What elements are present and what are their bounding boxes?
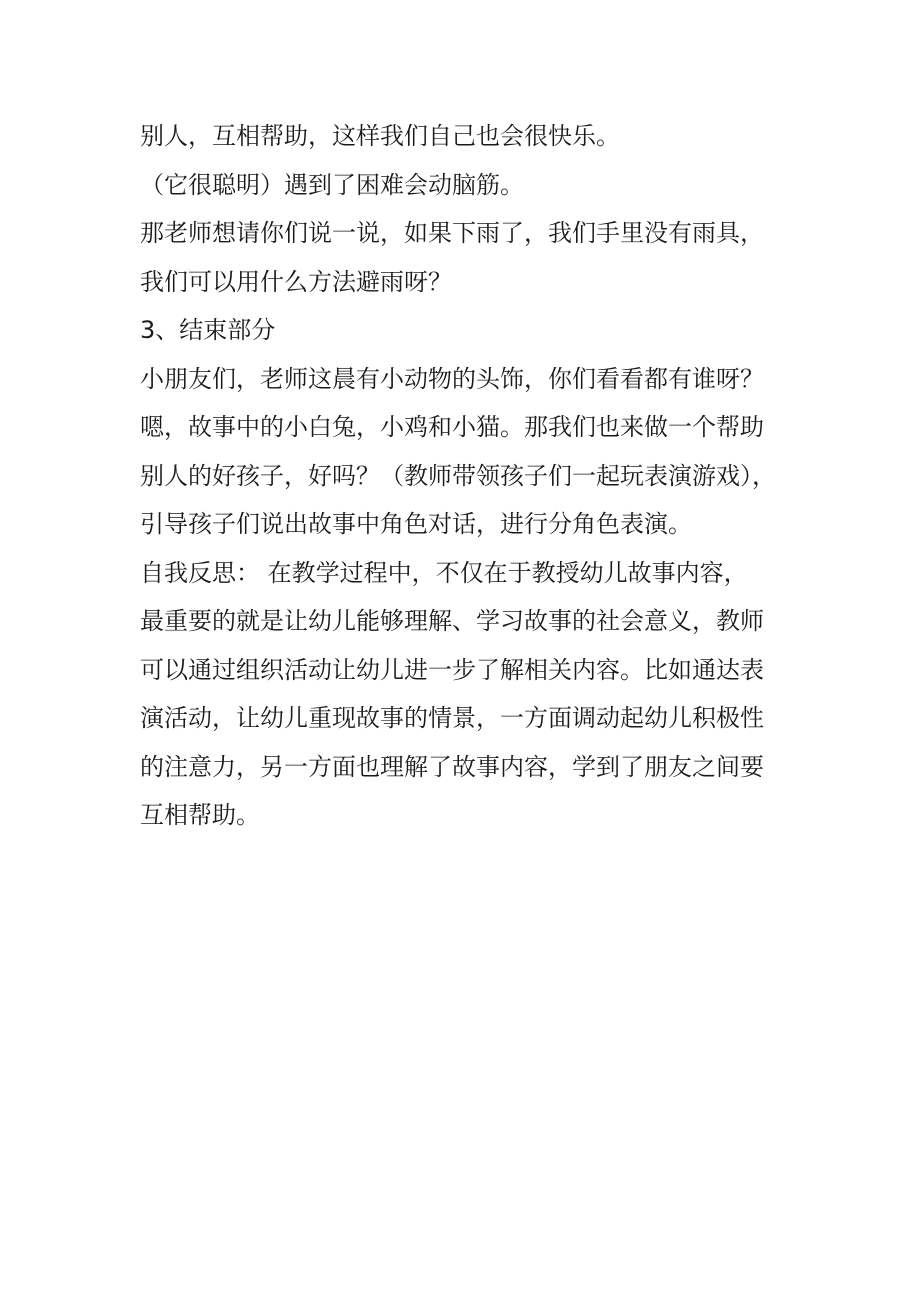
- document-body: [140, 112, 820, 840]
- text-line: 小朋友们，老师这晨有小动物的头饰，你们看看都有谁呀？: [140, 364, 764, 393]
- text-line: 嗯，故事中的小白兔，小鸡和小猫。那我们也来做一个帮助: [140, 413, 764, 441]
- text-line: 最重要的就是让幼儿能够理解、学习故事的社会意义，教师: [140, 607, 764, 635]
- text-line: 互相帮助。: [140, 801, 260, 829]
- section-heading: 3、结束部分: [140, 316, 276, 344]
- text-line: 的注意力，另一方面也理解了故事内容，学到了朋友之间要: [140, 752, 764, 781]
- text-line: 引导孩子们说出故事中角色对话，进行分角色表演。: [140, 510, 692, 538]
- text-line: 我们可以用什么方法避雨呀？: [140, 267, 452, 296]
- text-line: 别人，互相帮助，这样我们自己也会很快乐。: [140, 122, 620, 150]
- text-line: 可以通过组织活动让幼儿进一步了解相关内容。比如通达表: [140, 655, 764, 684]
- text-line: （它很聪明）遇到了困难会动脑筋。: [140, 170, 524, 199]
- text-line: 那老师想请你们说一说，如果下雨了，我们手里没有雨具，: [140, 219, 764, 247]
- text-line: 自我反思： 在教学过程中，不仅在于教授幼儿故事内容，: [140, 558, 748, 587]
- text-line: 别人的好孩子，好吗？（教师带领孩子们一起玩表演游戏），: [140, 461, 776, 490]
- text-line: 演活动，让幼儿重现故事的情景，一方面调动起幼儿积极性: [140, 704, 764, 732]
